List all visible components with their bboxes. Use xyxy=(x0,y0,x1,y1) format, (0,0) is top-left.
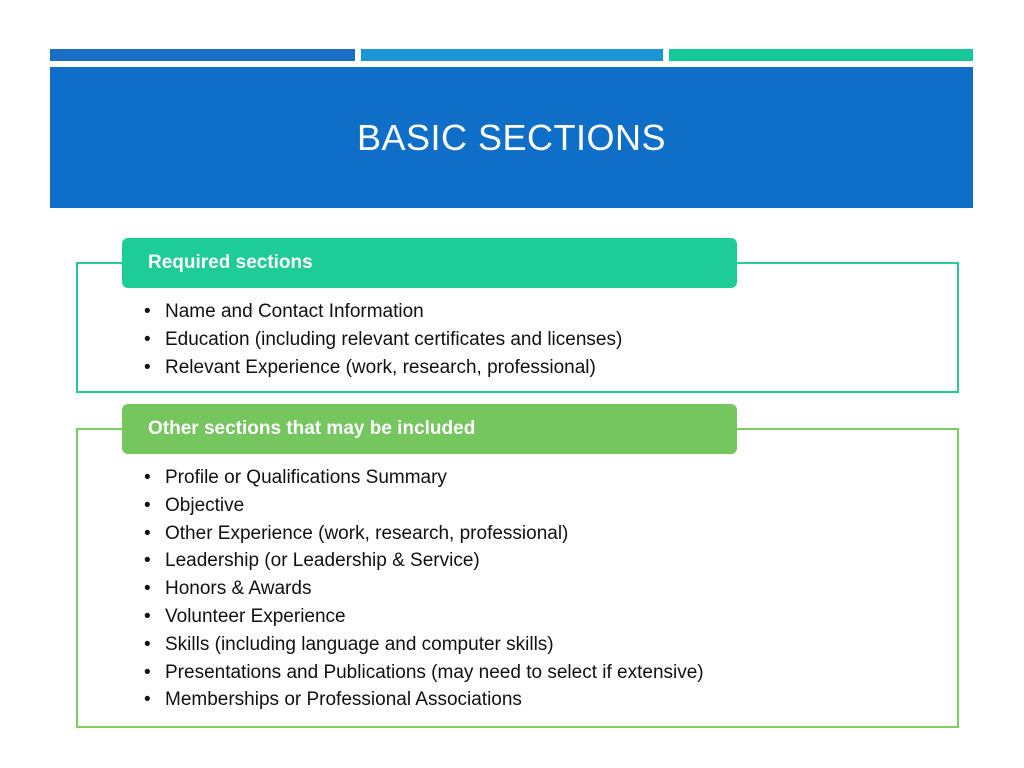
list-item: • Memberships or Professional Associations xyxy=(142,686,704,714)
accent-stripe-light-blue xyxy=(361,49,663,61)
accent-stripe-blue xyxy=(50,49,355,61)
list-item: • Other Experience (work, research, professional) xyxy=(142,520,704,548)
title-bar xyxy=(50,67,973,208)
list-item: • Leadership (or Leadership & Service) xyxy=(142,547,704,575)
list-item: • Volunteer Experience xyxy=(142,603,704,631)
accent-stripe-teal xyxy=(669,49,973,61)
required-sections-list xyxy=(142,298,622,381)
slide-title: BASIC SECTIONS xyxy=(356,116,667,158)
list-item: • Profile or Qualifications Summary xyxy=(142,464,704,492)
list-item: • Name and Contact Information xyxy=(142,298,622,326)
list-item: • Skills (including language and computer skills) xyxy=(142,631,704,659)
list-item: • Objective xyxy=(142,492,704,520)
other-sections-list xyxy=(142,464,704,714)
list-item: • Presentations and Publications (may need to select if extensive) xyxy=(142,659,704,687)
list-item: • Relevant Experience (work, research, professional) xyxy=(142,354,622,382)
list-item: • Honors & Awards xyxy=(142,575,704,603)
list-item: • Education (including relevant certificates and licenses) xyxy=(142,326,622,354)
required-sections-header: Required sections xyxy=(122,238,737,288)
other-sections-header: Other sections that may be included xyxy=(122,404,737,454)
